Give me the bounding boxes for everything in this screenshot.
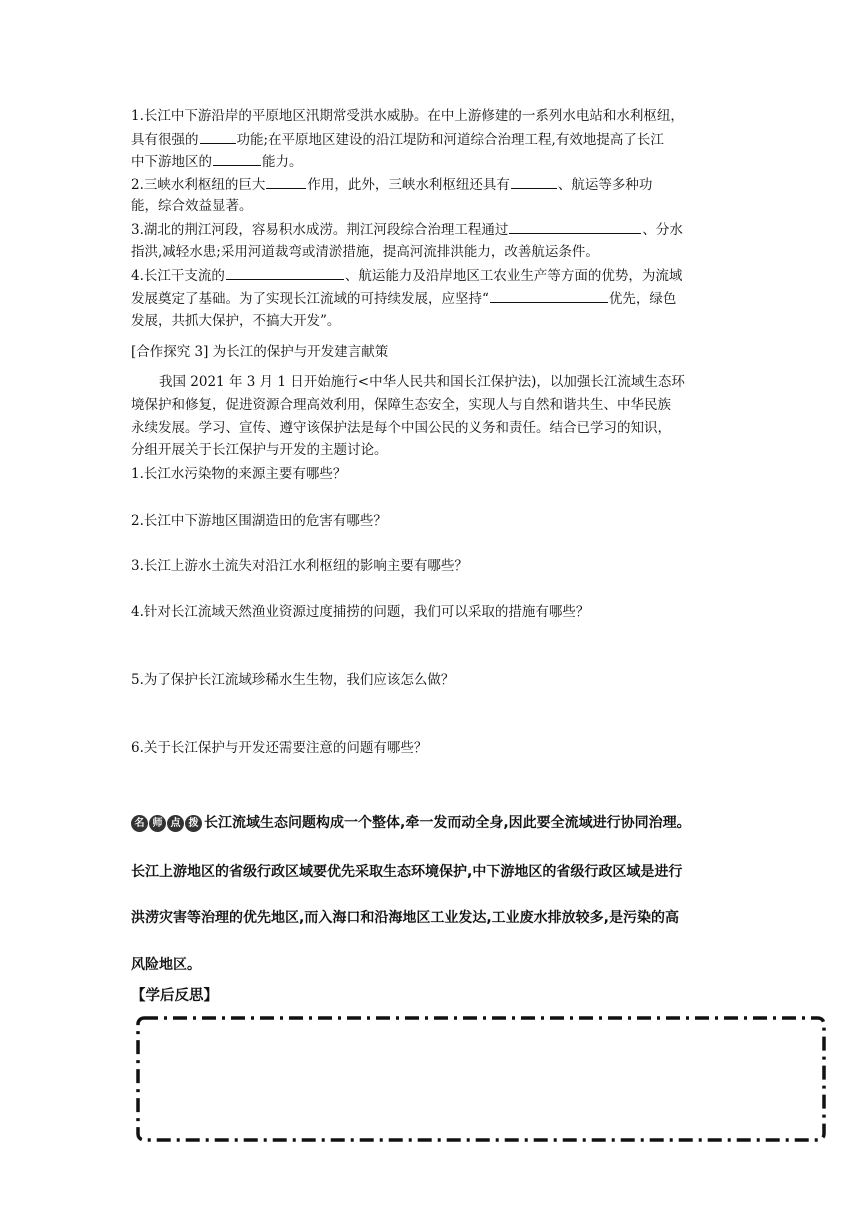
answer-blank[interactable]	[213, 151, 261, 166]
teacher-tip-text: 洪涝灾害等治理的优先地区,而入海口和沿海地区工业发达,工业废水排放较多,是污染的高	[131, 910, 679, 926]
q4-line-1: 4.长江干支流的 、航运能力及沿岸地区工农业生产等方面的优势，为流域	[131, 265, 682, 286]
q2-line-1: 2.三峡水利枢纽的巨大 作用，此外，三峡水利枢纽还具有 、航运等多种功	[131, 174, 652, 195]
q1-line-2: 具有很强的 功能;在平原地区建设的沿江堤防和河道综合治理工程,有效地提高了长江	[131, 129, 664, 150]
answer-blank[interactable]	[266, 174, 306, 189]
q4-line-3: 发展，共抓大保护，不搞大开发”。	[131, 313, 341, 329]
teacher-tip-text: 长江上游地区的省级行政区域要优先采取生态环境保护,中下游地区的省级行政区域是进行	[131, 864, 683, 880]
question-4: 4.针对长江流域天然渔业资源过度捕捞的问题，我们可以采取的措施有哪些？	[131, 604, 590, 620]
teacher-tip-line: 名 师 点 拨 长江流域生态问题构成一个整体,牵一发而动全身,因此要全流域进行协同治理。	[131, 813, 691, 833]
teacher-tip-text: 风险地区。	[131, 957, 201, 973]
intro-paragraph: 分组开展关于长江保护与开发的主题讨论。	[131, 442, 388, 458]
teacher-tip-badge: 名 师 点 拨	[131, 815, 202, 832]
question-1: 1.长江水污染物的来源主要有哪些？	[131, 466, 347, 482]
question-2: 2.长江中下游地区围湖造田的危害有哪些？	[131, 513, 387, 529]
intro-paragraph: 境保护和修复，促进资源合理高效利用，保障生态安全，实现人与自然和谐共生、中华民族	[131, 397, 671, 413]
q3-line-1: 3.湖北的荆江河段，容易积水成涝。荆江河段综合治理工程通过 、分水	[131, 219, 683, 240]
answer-blank[interactable]	[509, 219, 641, 234]
question-5: 5.为了保护长江流域珍稀水生生物，我们应该怎么做？	[131, 672, 455, 688]
reflection-box[interactable]	[136, 1016, 826, 1142]
q2-line-2: 能，综合效益显著。	[131, 198, 253, 214]
answer-blank[interactable]	[490, 288, 608, 303]
q1-line-1: 1.长江中下游沿岸的平原地区汛期常受洪水威胁。在中上游修建的一系列水电站和水利枢纽，	[131, 108, 684, 124]
reflection-title: 【学后反思】	[131, 988, 218, 1004]
q3-line-2: 指洪,减轻水患;采用河道裁弯或清淤措施，提高河流排洪能力，改善航运条件。	[131, 244, 599, 260]
answer-blank[interactable]	[200, 129, 236, 144]
question-3: 3.长江上游水土流失对沿江水利枢纽的影响主要有哪些？	[131, 558, 468, 574]
q1-line-3: 中下游地区的 能力。	[131, 151, 303, 172]
answer-blank[interactable]	[511, 174, 557, 189]
q4-line-2: 发展奠定了基础。为了实现长江流域的可持续发展，应坚持“ 优先，绿色	[131, 288, 676, 309]
section-title: [合作探究 3] 为长江的保护与开发建言献策	[131, 344, 389, 360]
intro-paragraph: 我国 2021 年 3 月 1 日开始施行<中华人民共和国长江保护法)，以加强长江流域生态环	[159, 374, 685, 390]
question-6: 6.关于长江保护与开发还需要注意的问题有哪些？	[131, 740, 428, 756]
answer-blank[interactable]	[226, 265, 344, 280]
intro-paragraph: 永续发展。学习、宣传、遵守该保护法是每个中国公民的义务和责任。结合已学习的知识，	[131, 420, 671, 436]
